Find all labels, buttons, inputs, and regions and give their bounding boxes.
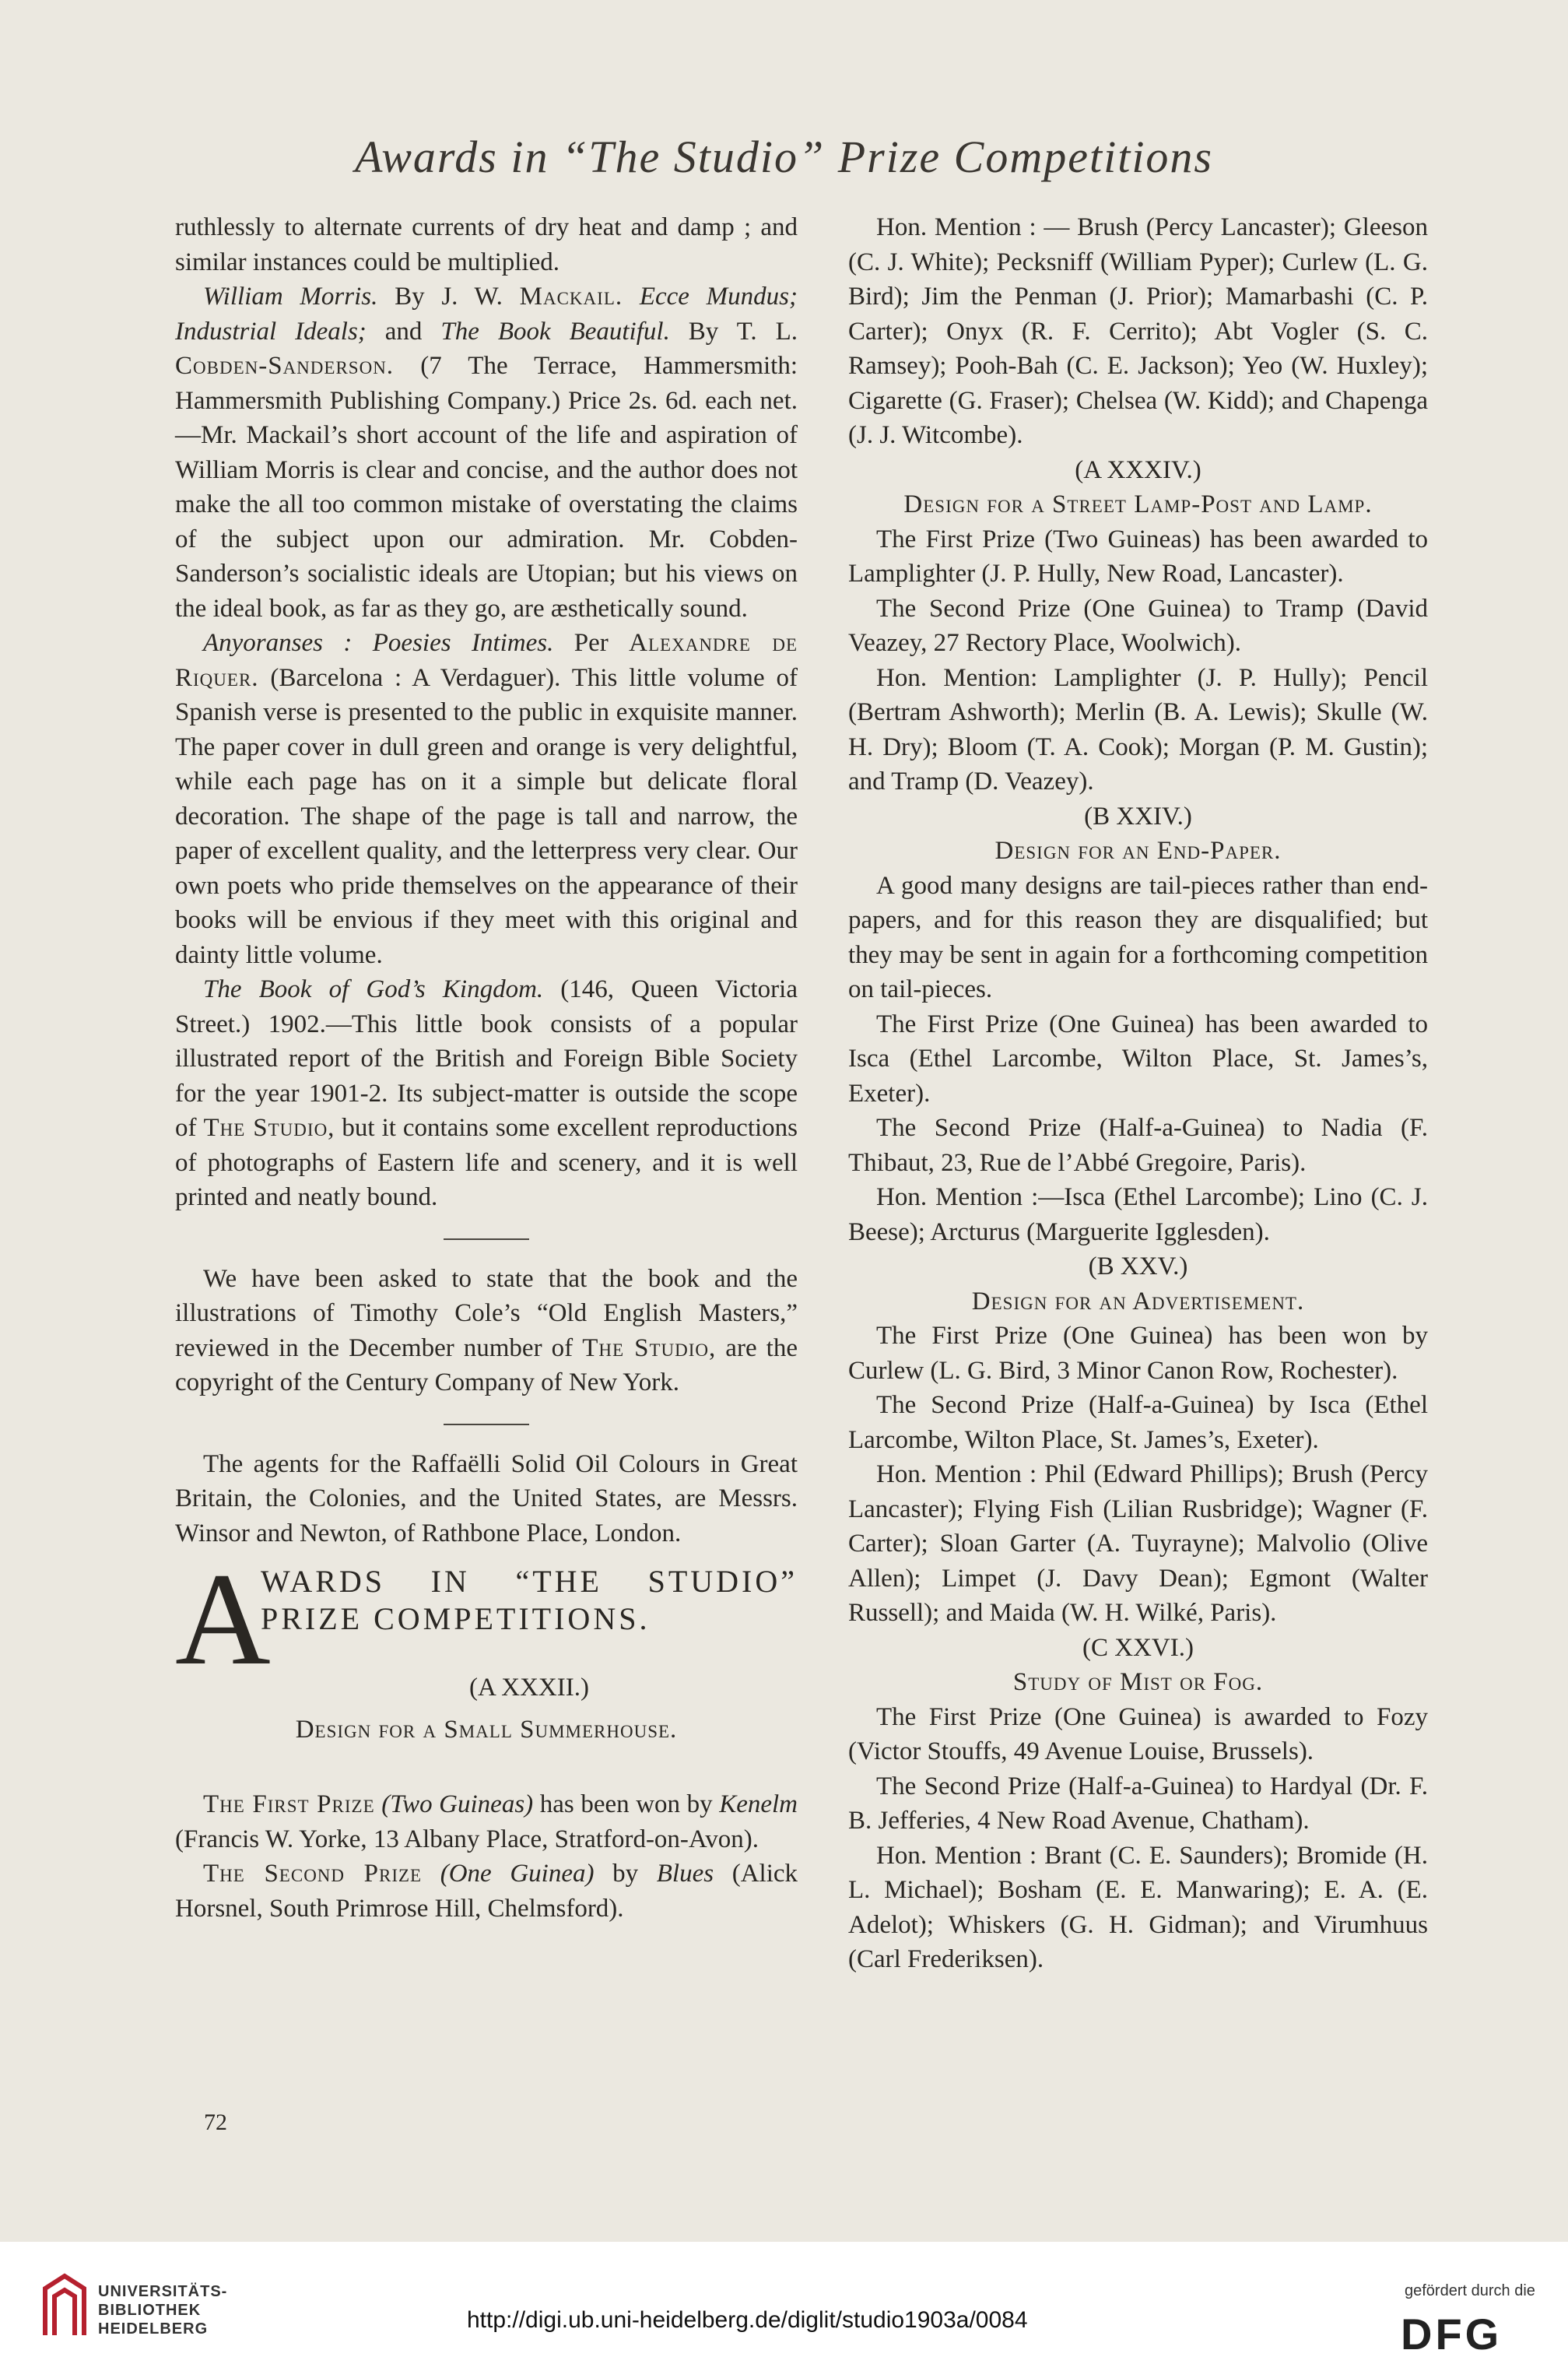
paragraph: The Second Prize (One Guinea) to Tramp (David Veazey, 27 Rectory Place, Woolwich). <box>848 594 1428 657</box>
running-head: Awards in “The Studio” Prize Competitions <box>354 132 1214 182</box>
dfg-logo: DFG <box>1401 2310 1503 2359</box>
paragraph: William Morris. By J. W. Mackail. Ecce Mundus; Industrial Ideals; and The Book Beautiful. By T. L. Cobden-Sanderson. (7 The Terrace, Hammersmith: Hammersmith Publishing Company.) Price 2s. 6d. each net.—Mr. Mackail’s short account of the life and aspiration of William Morris is clear and concise, and the author does not make the all too common mistake of overstating the claims of the subject upon our admiration. Mr. Cobden-Sanderson’s socialistic ideals are Utopian; but his views on the ideal book, as far as they go, are æsthetically sound. <box>175 283 798 623</box>
competition-code: (A XXXIV.) <box>1075 455 1201 484</box>
competition-title: Design for a Street Lamp-Post and Lamp. <box>903 490 1373 518</box>
permalink[interactable]: http://digi.ub.uni-heidelberg.de/diglit/studio1903a/0084 <box>467 2307 1028 2333</box>
paragraph: The First Prize (Two Guineas) has been won by Kenelm (Francis W. Yorke, 13 Albany Place, Stratford-on-Avon). <box>175 1790 798 1853</box>
competition-code: (A XXXII.) <box>469 1674 589 1702</box>
paragraph: The Second Prize (Half-a-Guinea) to Nadia (F. Thibaut, 23, Rue de l’Abbé Gregoire, Paris). <box>848 1114 1428 1177</box>
paragraph: The First Prize (One Guinea) has been won by Curlew (L. G. Bird, 3 Minor Canon Row, Rochester). <box>848 1322 1428 1385</box>
paragraph: The Second Prize (Half-a-Guinea) to Hardyal (Dr. F. B. Jefferies, 4 New Road Avenue, Chatham). <box>848 1772 1428 1835</box>
paragraph: Hon. Mention: Lamplighter (J. P. Hully); Pencil (Bertram Ashworth); Merlin (B. A. Lewis); Skulle (W. H. Dry); Bloom (T. A. Cook); Morgan (P. M. Gustin); and Tramp (D. Veazey). <box>848 663 1428 796</box>
paragraph: Hon. Mention : — Brush (Percy Lancaster); Gleeson (C. J. White); Pecksniff (William Pyper); Curlew (L. G. Bird); Jim the Penman (J. Prior); Mamarbashi (C. P. Carter); Onyx (R. F. Cerrito); Abt Vogler (S. C. Ramsey); Pooh-Bah (C. E. Jackson); Yeo (W. Huxley); Cigarette (G. Fraser); Chelsea (W. Kidd); and Chapenga (J. J. Witcombe). <box>848 213 1428 449</box>
drop-cap: A <box>175 1546 271 1692</box>
paragraph: The First Prize (One Guinea) is awarded to Fozy (Victor Stouffs, 49 Avenue Louise, Brussels). <box>848 1702 1428 1765</box>
section-rule <box>444 1238 529 1240</box>
paragraph: The Book of God’s Kingdom. (146, Queen Victoria Street.) 1902.—This little book consists of a popular illustrated report of the British and Foreign Bible Society for the year 1901-2. Its subject-matter is outside the scope of The Studio, but it contains some excellent reproductions of photographs of Eastern life and scenery, and it is well printed and neatly bound. <box>175 975 798 1211</box>
competition-code: (B XXV.) <box>1088 1252 1188 1280</box>
paragraph: Hon. Mention :—Isca (Ethel Larcombe); Lino (C. J. Beese); Arcturus (Marguerite Igglesden). <box>848 1183 1428 1246</box>
right-column <box>848 210 1428 1977</box>
heading-line-2: PRIZE COMPETITIONS. <box>261 1601 651 1636</box>
paragraph: The First Prize (Two Guineas) has been awarded to Lamplighter (J. P. Hully, New Road, Lancaster). <box>848 525 1428 588</box>
competition-title: Design for a Small Summerhouse. <box>295 1716 678 1744</box>
section-rule <box>444 1424 529 1425</box>
competition-title: Study of Mist or Fog. <box>1012 1668 1264 1696</box>
paragraph: A good many designs are tail-pieces rather than end-papers, and for this reason they are disqualified; but they may be sent in again for a forthcoming competition on tail-pieces. <box>848 871 1428 1003</box>
viewer-footer <box>0 2242 1568 2364</box>
paragraph: The Second Prize (One Guinea) by Blues (Alick Horsnel, South Primrose Hill, Chelmsford). <box>175 1860 798 1923</box>
left-column <box>175 210 798 1926</box>
library-name: UNIVERSITÄTS- BIBLIOTHEK HEIDELBERG <box>98 2283 228 2338</box>
paragraph: The agents for the Raffaëlli Solid Oil Colours in Great Britain, the Colonies, and the United States, are Messrs. Winsor and Newton, of Rathbone Place, London. <box>175 1449 798 1547</box>
paragraph: Hon. Mention : Phil (Edward Phillips); Brush (Percy Lancaster); Flying Fish (Lilian Rusbridge); Wagner (F. Carter); Sloan Garter (A. Tuyrayne); Malvolio (Olive Allen); Limpet (J. Davy Dean); Egmont (Walter Russell); and Maida (W. H. Wilké, Paris). <box>848 1460 1428 1627</box>
paragraph: The Second Prize (Half-a-Guinea) by Isca (Ethel Larcombe, Wilton Place, St. James’s, Exeter). <box>848 1391 1428 1454</box>
paragraph: The First Prize (One Guinea) has been awarded to Isca (Ethel Larcombe, Wilton Place, St. James’s, Exeter). <box>848 1010 1428 1108</box>
page-number: 72 <box>204 2109 227 2135</box>
paragraph: ruthlessly to alternate currents of dry heat and damp ; and similar instances could be multiplied. <box>175 213 798 276</box>
competition-title: Design for an End-Paper. <box>994 837 1282 865</box>
paragraph: Anyoranses : Poesies Intimes. Per Alexandre de Riquer. (Barcelona : A Verdaguer). This little volume of Spanish verse is presented to the public in exquisite manner. The paper cover in dull green and orange is very delightful, while each page has on it a simple but delicate floral decoration. The shape of the page is tall and narrow, the paper of excellent quality, and the letterpress very clear. Our own poets who pride themselves on the appearance of their books will be envious if they meet with this original and dainty little volume. <box>175 629 798 969</box>
funding-note: gefördert durch die <box>1405 2282 1535 2299</box>
section-heading <box>175 1546 798 1787</box>
competition-code: (B XXIV.) <box>1084 802 1192 831</box>
heading-line-1: WARDS IN “THE STUDIO” <box>261 1564 798 1599</box>
competition-code: (C XXVI.) <box>1082 1633 1194 1662</box>
university-library-logo-icon <box>40 2273 89 2338</box>
paragraph: We have been asked to state that the book and the illustrations of Timothy Cole’s “Old English Masters,” reviewed in the December number of The Studio, are the copyright of the Century Company of New York. <box>175 1264 798 1396</box>
paragraph: Hon. Mention : Brant (C. E. Saunders); Bromide (H. L. Michael); Bosham (E. E. Manwaring); E. A. (E. Adelot); Whiskers (G. H. Gidman); and Virumhuus (Carl Frederiksen). <box>848 1841 1428 1973</box>
competition-title: Design for an Advertisement. <box>971 1287 1305 1315</box>
